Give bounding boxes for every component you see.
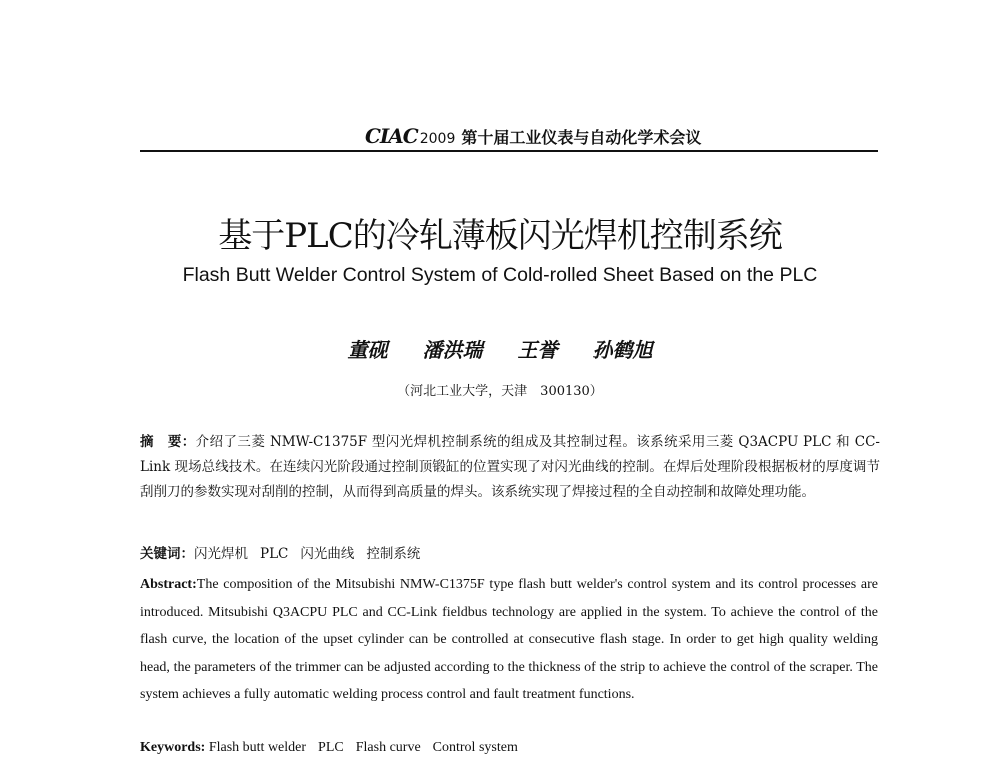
abstract-en-text: The composition of the Mitsubishi NMW-C1375F type flash butt welder's control system and its control processes are introduced. Mitsubishi Q3ACPU PLC and CC-Link fieldbus technology are applied in the system. To achieve the control of the flash curve, the location of the upset cylinder can be controlled at consecutive flash stage. In order to get high quality welding head, the parameters of the trimmer can be adjusted according to the thickness of the strip to achieve the control of the scraper. The system achieves a fully automatic welding process control and fault treatment functions. bbox=[140, 577, 878, 702]
title-english: Flash Butt Welder Control System of Cold-rolled Sheet Based on the PLC bbox=[182, 264, 818, 286]
keyword-zh: 控制系统 bbox=[366, 546, 421, 562]
keyword-en: PLC bbox=[318, 740, 344, 755]
affiliation: （河北工业大学，天津 300130） bbox=[397, 384, 603, 399]
abstract-english bbox=[140, 571, 878, 709]
title-chinese: 基于PLC的冷轧薄板闪光焊机控制系统 bbox=[218, 216, 782, 256]
header-year: 2009 bbox=[419, 131, 456, 147]
running-header bbox=[140, 118, 878, 152]
abstract-en-label: Abstract: bbox=[140, 577, 197, 592]
keywords-chinese bbox=[140, 542, 880, 567]
abstract-zh-label: 摘 要： bbox=[140, 434, 196, 450]
keywords-en-label: Keywords: bbox=[140, 740, 206, 755]
keyword-zh: 闪光焊机 bbox=[194, 546, 248, 562]
author: 王誉 bbox=[517, 338, 558, 362]
author: 董砚 bbox=[347, 338, 388, 362]
abstract-zh-text: 介绍了三菱 NMW-C1375F 型闪光焊机控制系统的组成及其控制过程。该系统采用三菱 Q3ACPU PLC 和 CC-Link 现场总线技术。在连续闪光阶段通过控制顶锻缸的位置实现了对闪光曲线的控制。在焊后处理阶段根据板材的厚度调节刮削刀的参数实现对刮削的控制，从而得到高质量的焊头。该系统实现了焊接过程的全自动控制和故障处理功能。 bbox=[140, 434, 880, 500]
ciac-logo: CIAC bbox=[365, 124, 418, 148]
keyword-en: Control system bbox=[432, 740, 518, 755]
keyword-en: Flash butt welder bbox=[208, 740, 307, 755]
header-text bbox=[365, 124, 701, 148]
header-rule bbox=[140, 150, 878, 152]
author: 潘洪瑞 bbox=[422, 338, 483, 362]
keyword-en: Flash curve bbox=[355, 740, 421, 755]
conference-name: 第十届工业仪表与自动化学术会议 bbox=[461, 128, 702, 147]
author: 孙鹤旭 bbox=[592, 338, 653, 362]
keyword-zh: PLC bbox=[260, 546, 289, 562]
keywords-english bbox=[140, 738, 880, 758]
keywords-zh-label: 关键词： bbox=[140, 546, 194, 562]
keyword-zh: 闪光曲线 bbox=[300, 546, 355, 562]
author-list bbox=[0, 334, 1000, 363]
abstract-chinese bbox=[140, 430, 880, 505]
